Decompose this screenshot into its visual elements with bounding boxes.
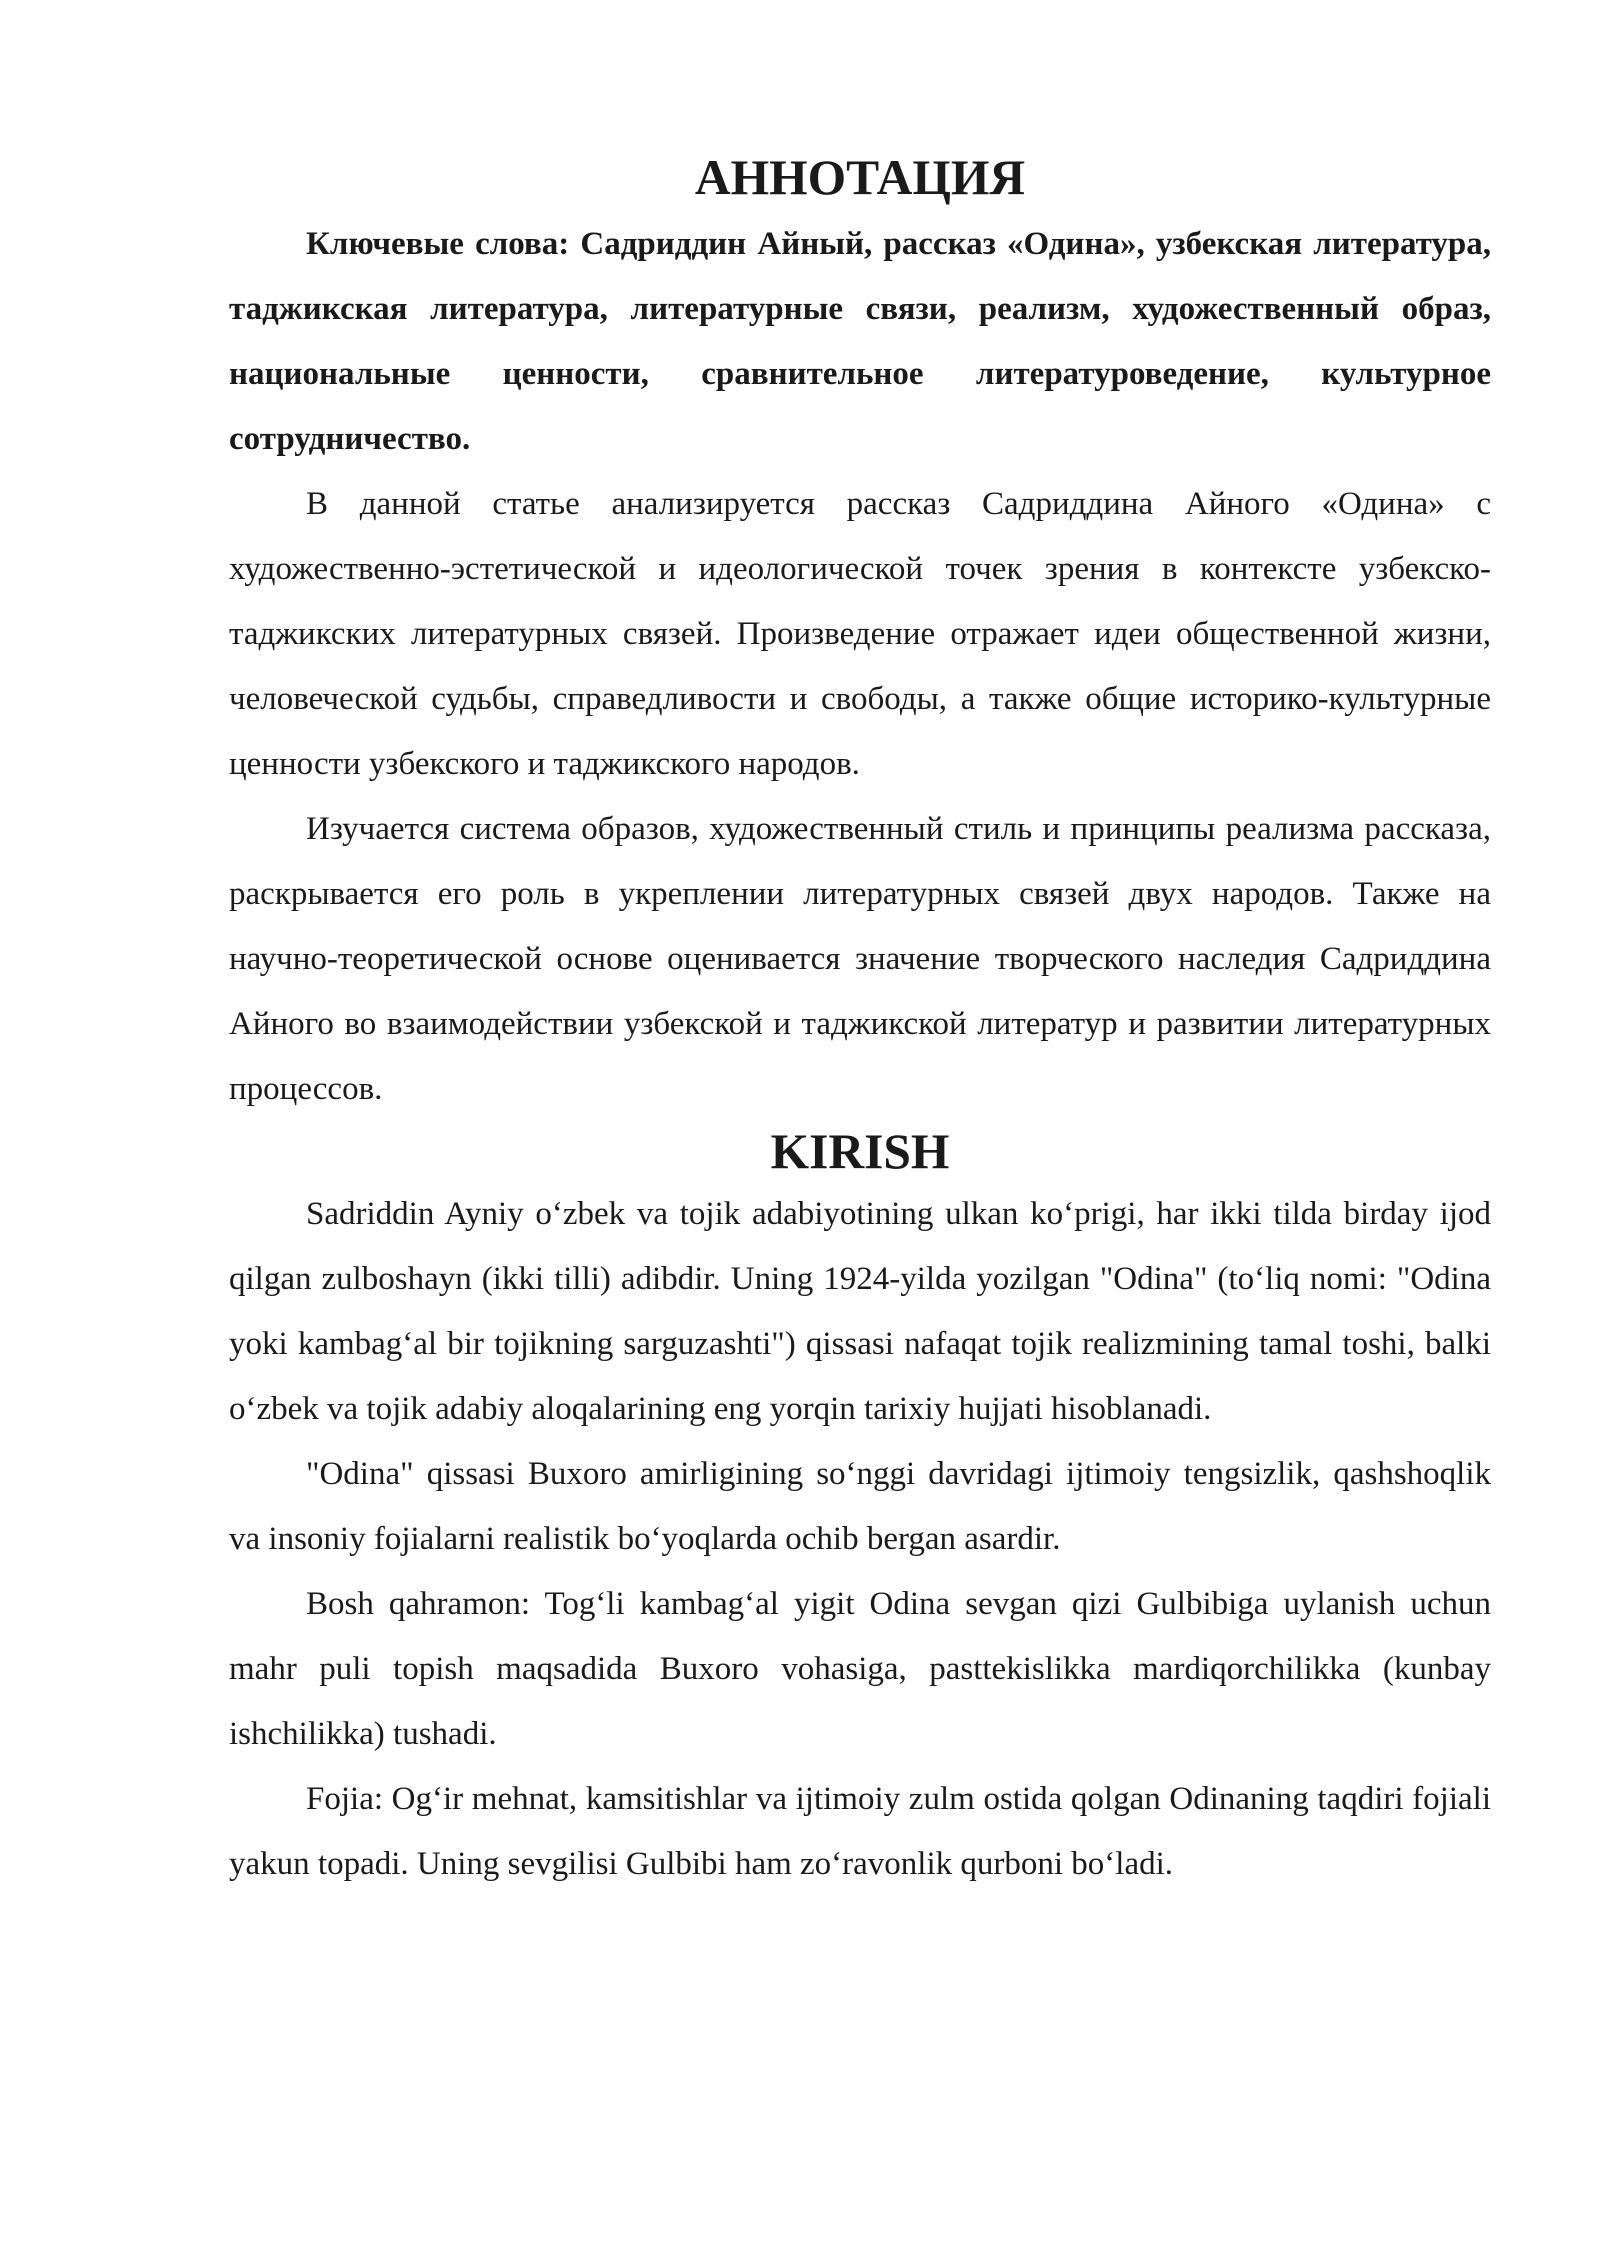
introduction-heading: KIRISH <box>770 1124 950 1179</box>
document-page <box>229 148 1491 1897</box>
keywords-paragraph: Ключевые слова: Садриддин Айный, рассказ «Одина», узбекская литература, таджикская литература, литературные связи, реализм, художественный образ, национальные ценности, сравнительное литературоведение, культурное сотрудничество. <box>229 226 1491 457</box>
introduction-paragraph-2: "Odina" qissasi Buxoro amirligining so‘nggi davridagi ijtimoiy tengsizlik, qashshoqlik va insoniy fojialarni realistik bo‘yoqlarda ochib bergan asardir. <box>229 1456 1491 1557</box>
introduction-paragraph-1: Sadriddin Ayniy o‘zbek va tojik adabiyotining ulkan ko‘prigi, har ikki tilda birday ijod qilgan zulboshayn (ikki tilli) adibdir. Uning 1924-yilda yozilgan "Odina" (to‘liq nomi: "Odina yoki kambag‘al bir tojikning sarguzashti") qissasi nafaqat tojik realizmining tamal toshi, balki o‘zbek va tojik adabiy aloqalarining eng yorqin tarixiy hujjati hisoblanadi. <box>229 1196 1491 1427</box>
annotation-heading: АННОТАЦИЯ <box>694 150 1026 205</box>
annotation-paragraph-1: В данной статье анализируется рассказ Садриддина Айного «Одина» с художественно-эстетической и идеологической точек зрения в контексте узбекско-таджикских литературных связей. Произведение отражает идеи общественной жизни, человеческой судьбы, справедливости и свободы, а также общие историко-культурные ценности узбекского и таджикского народов. <box>229 486 1491 782</box>
introduction-paragraph-3: Bosh qahramon: Tog‘li kambag‘al yigit Odina sevgan qizi Gulbibiga uylanish uchun mahr puli topish maqsadida Buxoro vohasiga, pasttekislikka mardiqorchilikka (kunbay ishchilikka) tushadi. <box>229 1586 1491 1752</box>
annotation-paragraph-2: Изучается система образов, художественный стиль и принципы реализма рассказа, раскрывается его роль в укреплении литературных связей двух народов. Также на научно-теоретической основе оценивается значение творческого наследия Садриддина Айного во взаимодействии узбекской и таджикской литератур и развитии литературных процессов. <box>229 811 1491 1107</box>
introduction-paragraph-4: Fojia: Og‘ir mehnat, kamsitishlar va ijtimoiy zulm ostida qolgan Odinaning taqdiri fojiali yakun topadi. Uning sevgilisi Gulbibi ham zo‘ravonlik qurboni bo‘ladi. <box>229 1781 1491 1882</box>
